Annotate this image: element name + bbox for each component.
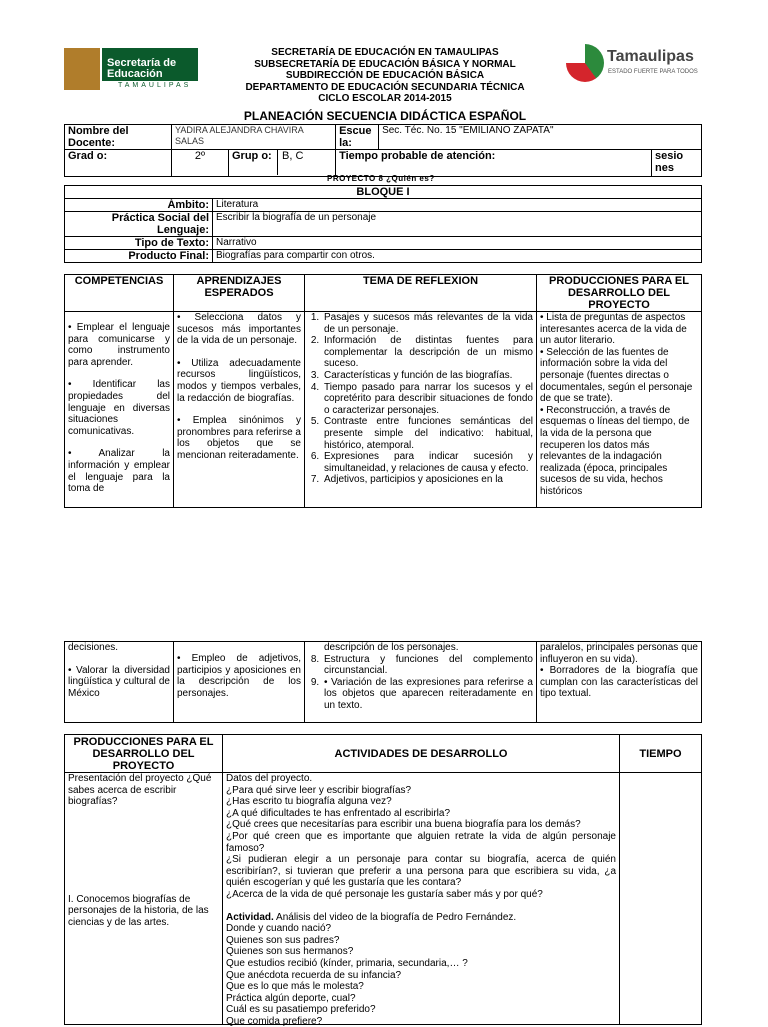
list-item: 5. Contraste entre funciones semánticas del presente simple del indicativo: habitual, histórico, atemporal.: [322, 416, 533, 451]
list-item: • Emplea sinónimos y pronombres para referirse a los objetos que se mencionan reiteradamente.: [177, 415, 301, 461]
producto-final-label: Producto Final:: [65, 250, 213, 263]
list-item: descripción de los personajes.: [324, 642, 459, 653]
producto-final-value: Biografías para compartir con otros.: [213, 250, 702, 263]
tipo-texto-label: Tipo de Texto:: [65, 237, 213, 250]
activity-line: ¿A qué dificultades te has enfrentado al escribirla?: [226, 807, 451, 819]
activity-line: Quienes son sus padres?: [226, 934, 340, 946]
list-item: • Selecciona datos y sucesos más importantes de la vida de un personaje.: [177, 312, 301, 347]
bloque-title: BLOQUE I: [65, 186, 702, 199]
producciones-cell-cont: [537, 642, 702, 723]
tiempo-cell: [620, 773, 702, 1025]
activity-line: Que comida prefiere?: [226, 1015, 323, 1027]
header-tiempo: TIEMPO: [620, 735, 702, 773]
tamaulipas-logo: [566, 44, 706, 86]
actividad-heading: [226, 912, 616, 924]
activity-line: ¿Si pudieran elegir a un personaje para contar su biografía, acerca de quién escribirían?, si tuvieran que preferir a una persona para que escribiera su vida, ¿a quién escogerían y qué les gustaría que les contara?: [226, 854, 616, 889]
header-line: DEPARTAMENTO DE EDUCACIÓN SECUNDARIA TÉCNICA: [245, 81, 525, 93]
header-tema-reflexion: TEMA DE REFLEXION: [305, 275, 537, 312]
activity-line: Que es lo que más le molesta?: [226, 981, 364, 993]
tamaulipas-name: Tamaulipas: [607, 48, 694, 65]
list-item: • Utiliza adecuadamente recursos lingüísticos, modos y tiempos verbales, la redacción de biografías.: [177, 357, 301, 404]
aprendizajes-cell: [174, 312, 305, 508]
competencias-cell-cont: [65, 642, 174, 723]
info-table: [64, 124, 702, 177]
planning-table-part-2: [64, 641, 702, 723]
header-line: SECRETARÍA DE EDUCACIÓN EN TAMAULIPAS: [271, 47, 499, 58]
list-item: • Borradores de la biografía que cumplan con las características del tipo textual.: [540, 665, 698, 700]
state-shield-icon: [64, 48, 102, 90]
page-title: PLANEACIÓN SECUENCIA DIDÁCTICA ESPAÑOL: [243, 109, 527, 123]
activity-line: Datos del proyecto.: [226, 773, 313, 784]
actividades-cell: [223, 773, 620, 1025]
proyecto-title: PROYECTO 8 ¿Quién es?: [327, 174, 435, 183]
docente-label: Nombre del Docente:: [65, 125, 172, 150]
producciones-cell: [537, 312, 702, 508]
activity-line: Cuál es su pasatiempo preferido?: [226, 1004, 376, 1016]
activity-line: ¿Has escrito tu biografía alguna vez?: [226, 796, 392, 808]
producciones-actividades-cell: [65, 773, 223, 1025]
list-item: • Selección de las fuentes de información sobre la vida del personaje (fuentes directas o documentales, según el personaje de que se trate).: [540, 346, 693, 405]
grupo-cell: [229, 150, 336, 177]
list-item: 8. Estructura y funciones del complemento circunstancial.: [322, 654, 533, 677]
list-item: 2. Información de distintas fuentes para complementar la descripción de un mismo suceso.: [322, 335, 533, 370]
tema-reflexion-cell-cont: [305, 642, 537, 723]
logo-strip: TAMAULIPAS: [102, 81, 198, 90]
competencias-cell: [65, 312, 174, 508]
sesiones-label: sesio nes: [652, 150, 702, 177]
list-item: • Identificar las propiedades del lenguaje en diversas situaciones comunicativas.: [68, 379, 170, 437]
conocemos-text: I. Conocemos biografías de personajes de la historia, de las ciencias y de las artes.: [68, 893, 209, 928]
grupo-label: Grup o:: [229, 150, 278, 175]
logo-line-1: Secretaría de: [107, 57, 177, 69]
presentacion-text: Presentación del proyecto ¿Qué sabes acerca de escribir biografías?: [68, 773, 212, 808]
list-item: 7. Adjetivos, participios y aposiciones en la: [322, 474, 533, 486]
tiempo-label: Tiempo probable de atención:: [336, 150, 652, 177]
tamaulipas-mark-icon: [566, 44, 604, 82]
grupo-value: B, C: [282, 150, 304, 162]
aprendizajes-cell-cont: [174, 642, 305, 723]
list-item: • Emplear el lenguaje para comunicarse y como instrumento para aprender.: [68, 322, 170, 368]
escuela-value: Sec. Téc. No. 15 "EMILIANO ZAPATA": [379, 125, 702, 150]
list-item: • Valorar la diversidad lingüística y cultural de México: [68, 664, 170, 699]
actividad-text: Análisis del video de la biografía de Pedro Fernández.: [276, 911, 517, 923]
header-producciones: PRODUCCIONES PARA EL DESARROLLO DEL PROYECTO: [537, 275, 702, 312]
grado-value: 2º: [172, 150, 229, 177]
list-item: 3. Características y función de las biografías.: [322, 370, 533, 382]
list-item: • Analizar la información y emplear el lenguaje para la toma de: [68, 448, 170, 495]
activity-line: Que estudios recibió (kínder, primaria, secundaria,… ?: [226, 957, 468, 969]
grado-label: Grad o:: [65, 150, 172, 177]
tipo-texto-value: Narrativo: [213, 237, 702, 250]
document-header: [200, 47, 570, 105]
header-line: CICLO ESCOLAR 2014-2015: [318, 93, 452, 105]
header-competencias: COMPETENCIAS: [65, 275, 174, 312]
header-line: SUBSECRETARÍA DE EDUCACIÓN BÁSICA Y NORMAL: [254, 58, 516, 70]
secretaria-educacion-logo: [64, 48, 198, 90]
list-item: decisiones.: [68, 642, 119, 653]
activity-line: Práctica algún deporte, cual?: [226, 992, 356, 1004]
tamaulipas-tagline: ESTADO FUERTE PARA TODOS: [608, 69, 698, 75]
list-item: • Reconstrucción, a través de esquemas o líneas del tiempo, de la vida de la persona que recuperen los datos más relevantes de la indagación realizada (época, principales sucesos de su vida, hechos históricos: [540, 404, 690, 497]
header-aprendizajes: APRENDIZAJES ESPERADOS: [174, 275, 305, 312]
list-item: 1. Pasajes y sucesos más relevantes de la vida de un personaje.: [322, 312, 533, 335]
list-item: • Empleo de adjetivos, participios y aposiciones en la descripción de los personajes.: [177, 653, 301, 699]
actividad-label: Actividad.: [226, 911, 274, 923]
list-item: • Lista de preguntas de aspectos interesantes acerca de la vida de un autor literario.: [540, 312, 687, 347]
header-actividades: ACTIVIDADES DE DESARROLLO: [223, 735, 620, 773]
activity-line: Que anécdota recuerda de su infancia?: [226, 969, 402, 981]
escuela-label: Escue la:: [336, 125, 379, 150]
activity-line: Quienes son sus hermanos?: [226, 946, 354, 958]
activity-line: Donde y cuando nació?: [226, 923, 332, 935]
docente-value: YADIRA ALEJANDRA CHAVIRA SALAS: [172, 125, 336, 150]
ambito-value: Literatura: [213, 199, 702, 212]
planning-table-part-1: [64, 274, 702, 508]
activity-line: ¿Qué crees que necesitarías para escribir una buena biografía para los demás?: [226, 819, 581, 831]
tema-reflexion-cell: [305, 312, 537, 508]
header-producciones-actividades: PRODUCCIONES PARA EL DESARROLLO DEL PROYECTO: [65, 735, 223, 773]
list-item: 6. Expresiones para indicar sucesión y simultaneidad, y relaciones de causa y efecto.: [322, 451, 533, 474]
activities-table: [64, 734, 702, 1025]
practica-label: Práctica Social del Lenguaje:: [65, 212, 213, 237]
list-item: 4. Tiempo pasado para narrar los sucesos y el copretérito para describir situaciones de fondo o caracterizar personajes.: [322, 382, 533, 417]
list-item: paralelos, principales personas que influyeron en su vida).: [540, 642, 698, 665]
list-item: 9. • Variación de las expresiones para referirse a los objetos que aparecen reiteradamente en un texto.: [322, 677, 533, 712]
header-line: SUBDIRECCIÓN DE EDUCACIÓN BÁSICA: [285, 70, 485, 82]
activity-line: ¿Acerca de la vida de qué personaje les gustaría saber más y por qué?: [226, 888, 543, 900]
ambito-label: Ámbito:: [65, 199, 213, 212]
practica-value: Escribir la biografía de un personaje: [213, 212, 702, 237]
activity-line: ¿Por qué creen que es importante que alguien retrate la vida de algún personaje famoso?: [226, 830, 616, 854]
logo-line-2: Educación: [107, 68, 163, 80]
activity-line: ¿Para qué sirve leer y escribir biografías?: [226, 784, 412, 796]
bloque-table: [64, 185, 702, 263]
